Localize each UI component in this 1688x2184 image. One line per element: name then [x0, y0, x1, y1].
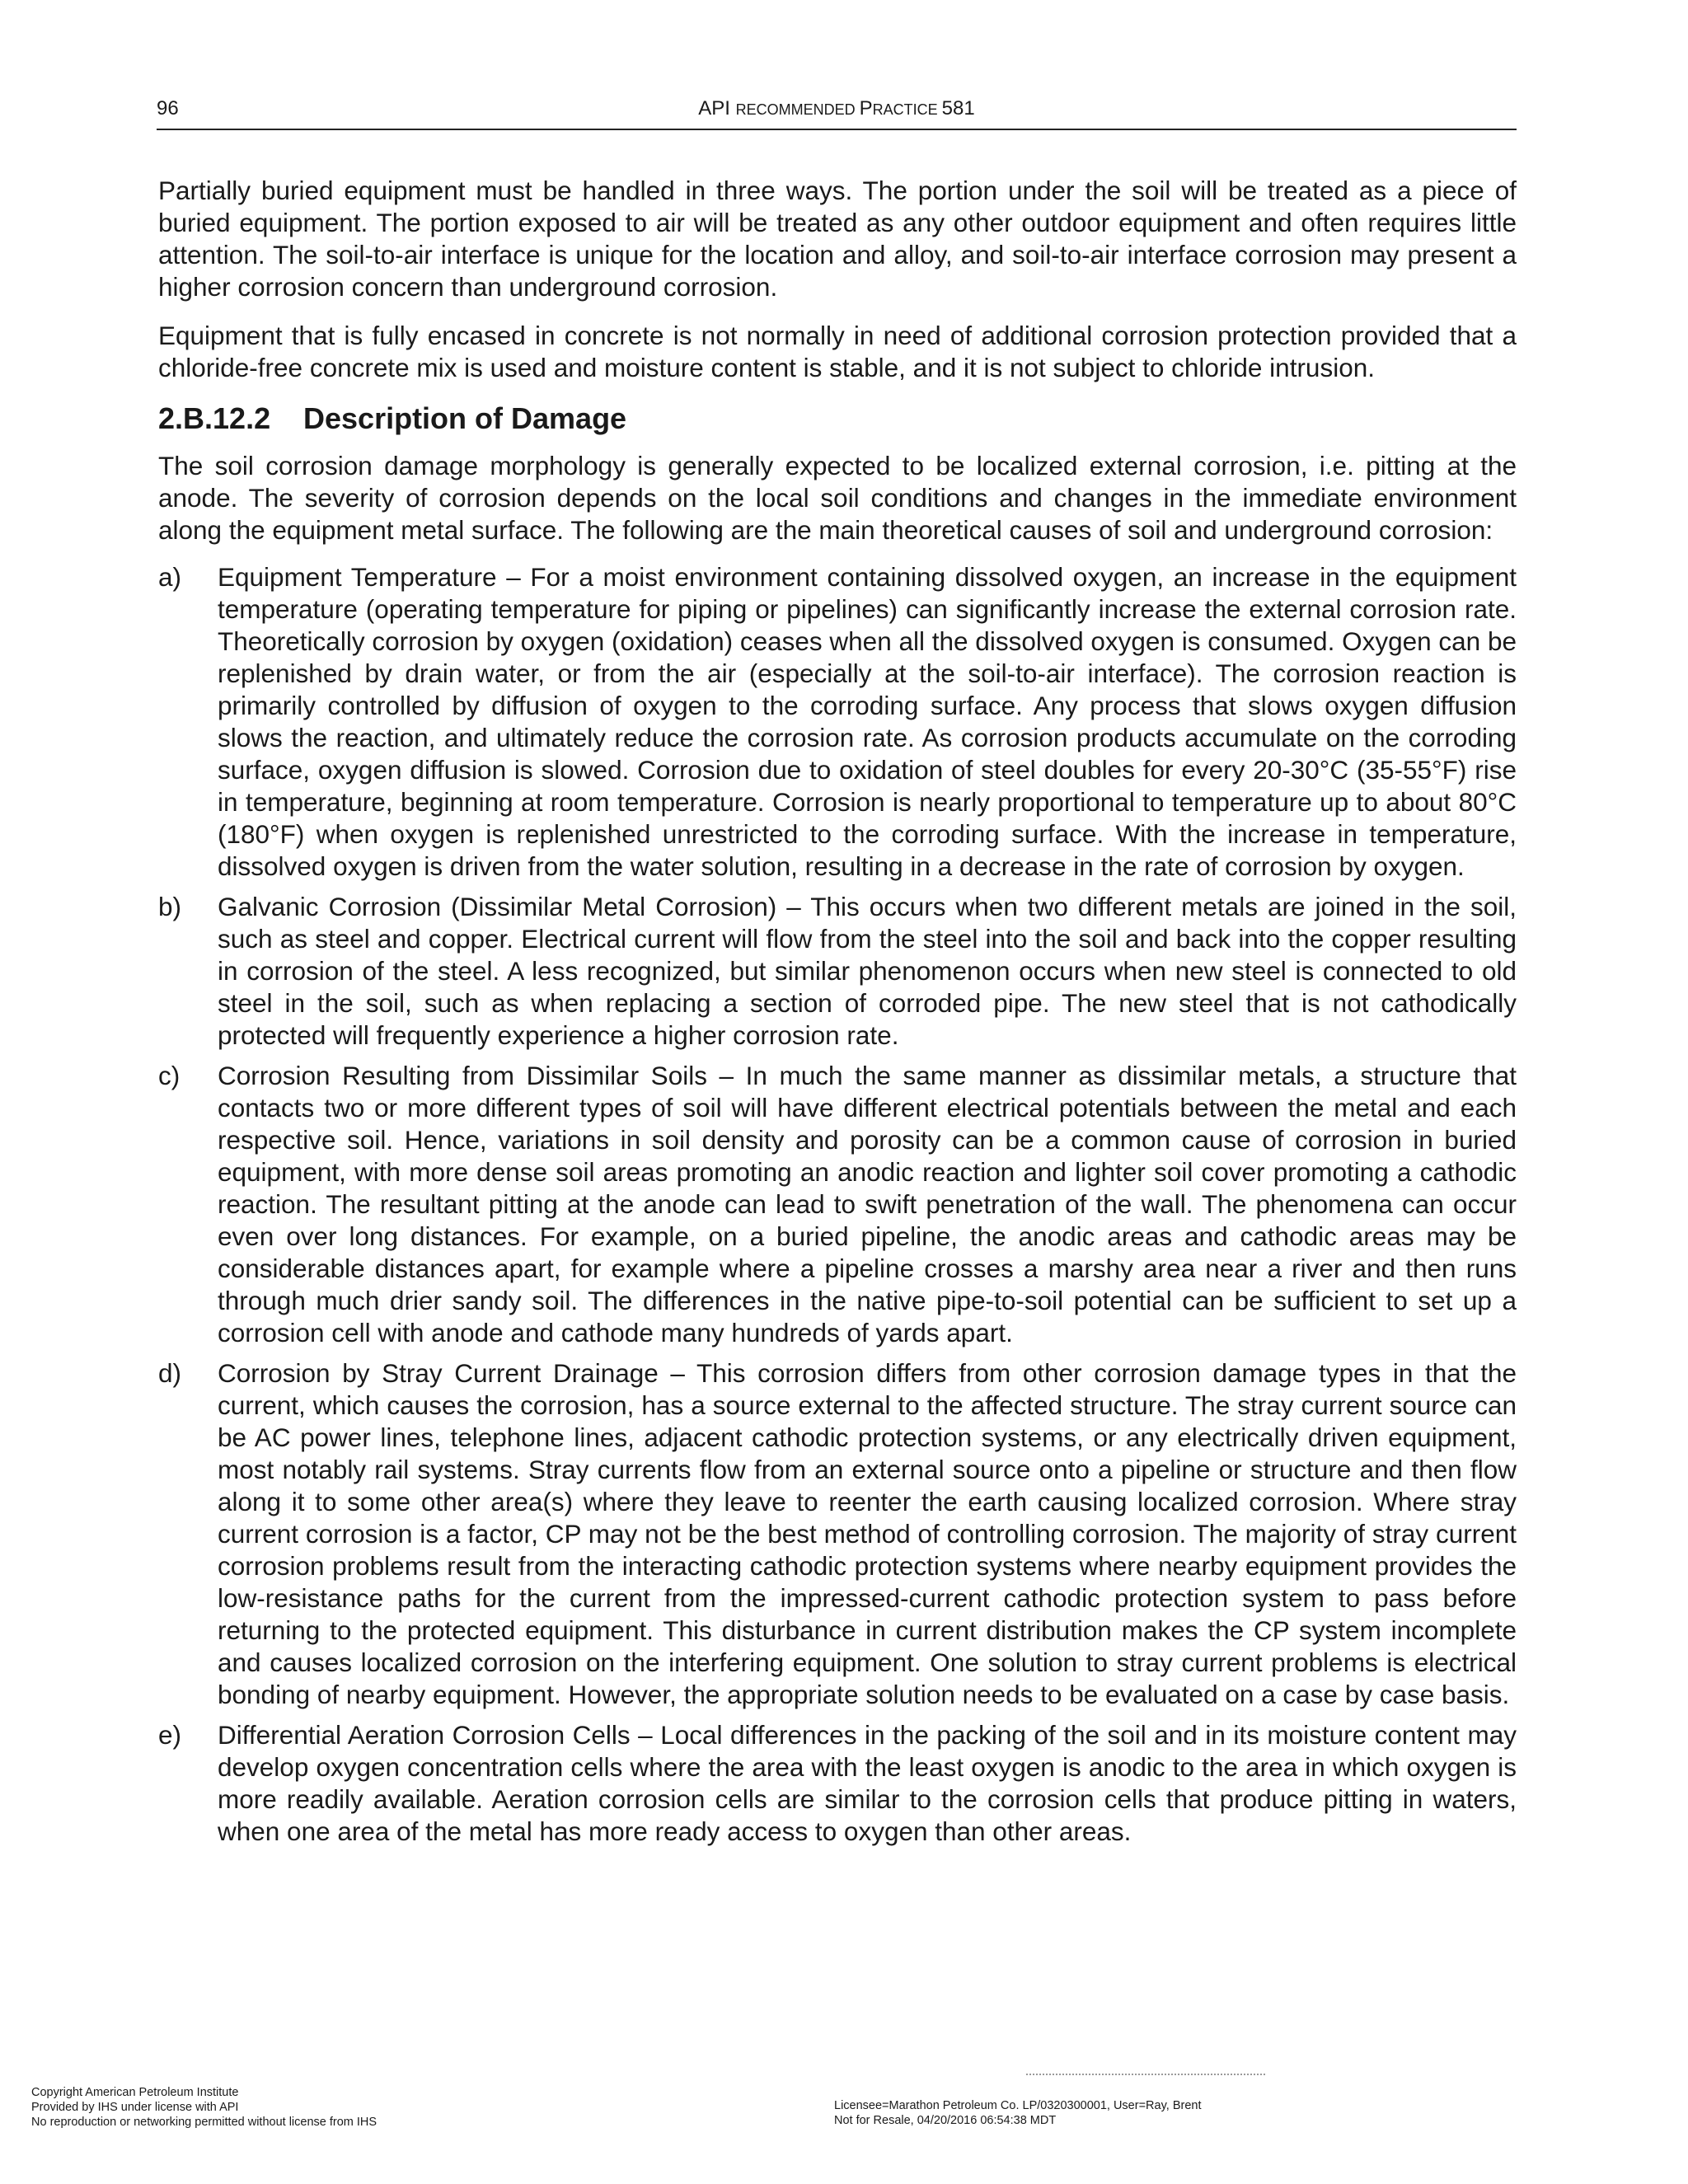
list-item [158, 1719, 1517, 1848]
list-item [158, 1060, 1517, 1349]
running-title [157, 97, 1517, 120]
intro-paragraph: Equipment that is fully encased in concrete is not normally in need of additional corrosion protection provided that a chloride-free concrete mix is used and moisture content is stable, and it is not subject to chloride intrusion. [158, 321, 1517, 382]
title-part: RECOMMENDED [735, 101, 860, 118]
page-number: 96 [157, 97, 179, 120]
section-heading [158, 401, 1517, 437]
title-part: API [698, 97, 736, 120]
page-header [157, 97, 1517, 130]
footer-line: Not for Resale, 04/20/2016 06:54:38 MDT [834, 2114, 1057, 2127]
list-marker: a) [158, 562, 182, 592]
section-title: Description of Damage [303, 401, 627, 435]
list-marker: c) [158, 1061, 181, 1090]
footer-line: Licensee=Marathon Petroleum Co. LP/0320300001, User=Ray, Brent [834, 2099, 1202, 2112]
section-lead-paragraph: The soil corrosion damage morphology is generally expected to be localized external corrosion, i.e. pitting at the anode. The severity of corrosion depends on the local soil conditions and changes in the immediate environment along the equipment metal surface. The following are the main theoretical causes of soil and underground corrosion: [158, 451, 1517, 545]
list-marker: e) [158, 1720, 182, 1750]
title-part: RACTICE [872, 101, 942, 118]
title-part: 581 [941, 97, 975, 120]
list-item-text: Galvanic Corrosion (Dissimilar Metal Corrosion) – This occurs when two different metals are joined in the soil, such as steel and copper. Electrical current will flow from the steel into the soil and back into the copper resulting in corrosion of the steel. A less recognized, but similar phenomenon occurs when new steel is connected to old steel in the soil, such as when replacing a section of corroded pipe. The new steel that is not cathodically protected will frequently experience a higher corrosion rate. [218, 892, 1517, 1050]
title-part: P [859, 97, 873, 120]
intro-paragraph: Partially buried equipment must be handled in three ways. The portion under the soil will be treated as a piece of buried equipment. The portion exposed to air will be treated as any other outdoor equipment and often requires little attention. The soil-to-air interface is unique for the location and alloy, and soil-to-air interface corrosion may present a higher corrosion concern than underground corrosion. [158, 176, 1517, 302]
scan-artifact [1026, 2074, 1265, 2078]
list-item [158, 891, 1517, 1052]
list-item-text: Corrosion Resulting from Dissimilar Soils – In much the same manner as dissimilar metals, a structure that contacts two or more different types of soil will have different electrical potentials between the metal and each respective soil. Hence, variations in soil density and porosity can be a common cause of corrosion in buried equipment, with more dense soil areas promoting an anodic reaction and lighter soil cover promoting a cathodic reaction. The resultant pitting at the anode can lead to swift penetration of the wall. The phenomena can occur even over long distances. For example, on a buried pipeline, the anodic areas and cathodic areas may be considerable distances apart, for example where a pipeline crosses a marshy area near a river and then runs through much drier sandy soil. The differences in the native pipe-to-soil potential can be sufficient to set up a corrosion cell with anode and cathode many hundreds of yards apart. [218, 1061, 1517, 1347]
list-item-text: Equipment Temperature – For a moist environment containing dissolved oxygen, an increase in the equipment temperature (operating temperature for piping or pipelines) can significantly increase the external corrosion rate. Theoretically corrosion by oxygen (oxidation) ceases when all the dissolved oxygen is consumed. Oxygen can be replenished by drain water, or from the air (especially at the soil-to-air interface). The corrosion reaction is primarily controlled by diffusion of oxygen to the corroding surface. Any process that slows oxygen diffusion slows the reaction, and ultimately reduce the corrosion rate. As corrosion products accumulate on the corroding surface, oxygen diffusion is slowed. Corrosion due to oxidation of steel doubles for every 20-30°C (35-55°F) rise in temperature, beginning at room temperature. Corrosion is nearly proportional to temperature up to about 80°C (180°F) when oxygen is replenished unrestricted to the corroding surface. With the increase in temperature, dissolved oxygen is driven from the water solution, resulting in a decrease in the rate of corrosion by oxygen. [218, 562, 1517, 881]
footer-line: No reproduction or networking permitted without license from IHS [31, 2116, 377, 2129]
footer-line: Provided by IHS under license with API [31, 2101, 239, 2114]
page-body [158, 175, 1517, 1856]
list-item [158, 561, 1517, 883]
list-marker: d) [158, 1358, 182, 1388]
footer-copyright [31, 2085, 377, 2130]
list-marker: b) [158, 892, 182, 921]
footer-line: Copyright American Petroleum Institute [31, 2086, 239, 2099]
section-number: 2.B.12.2 [158, 401, 271, 435]
list-item [158, 1357, 1517, 1711]
list-item-text: Corrosion by Stray Current Drainage – This corrosion differs from other corrosion damage types in that the current, which causes the corrosion, has a source external to the affected structure. The stray current source can be AC power lines, telephone lines, adjacent cathodic protection systems, or any electrically driven equipment, most notably rail systems. Stray currents flow from an external source onto a pipeline or structure and then flow along it to some other area(s) where they leave to reenter the earth causing localized corrosion. Where stray current corrosion is a factor, CP may not be the best method of controlling corrosion. The majority of stray current corrosion problems result from the interacting cathodic protection systems where nearby equipment provides the low-resistance paths for the current from the impressed-current cathodic protection system to pass before returning to the protected equipment. This disturbance in current distribution makes the CP system incomplete and causes localized corrosion on the interfering equipment. One solution to stray current problems is electrical bonding of nearby equipment. However, the appropriate solution needs to be evaluated on a case by case basis. [218, 1358, 1517, 1709]
list-item-text: Differential Aeration Corrosion Cells – Local differences in the packing of the soil and in its moisture content may develop oxygen concentration cells where the area with the least oxygen is anodic to the area in which oxygen is more readily available. Aeration corrosion cells are similar to the corrosion cells that produce pitting in waters, when one area of the metal has more ready access to oxygen than other areas. [218, 1720, 1517, 1846]
footer-license [834, 2098, 1201, 2128]
